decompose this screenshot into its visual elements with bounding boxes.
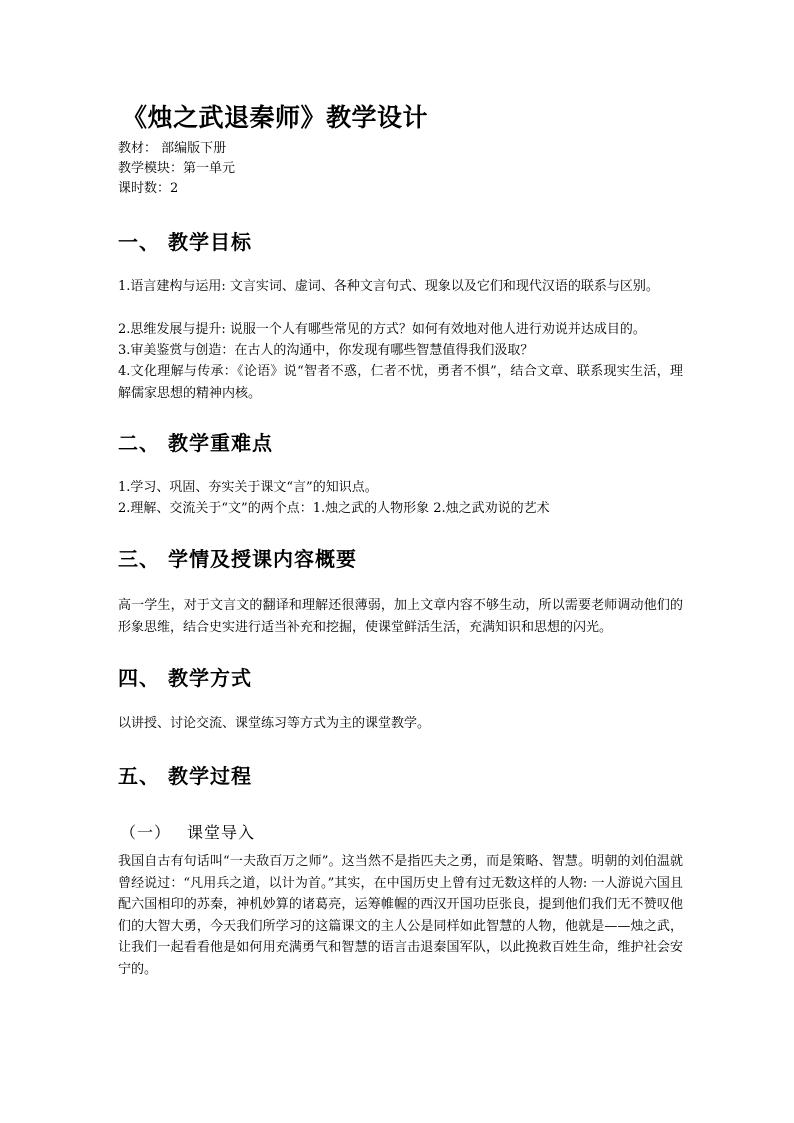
introduction-paragraph: 我国自古有句话叫“一夫敌百万之师”。这当然不是指匹夫之勇，而是策略、智慧。明朝的刘伯温就曾经说过：“凡用兵之道，以计为首。”其实，在中国历史上曾有过无数这样的人物: 一人游说六国且配六国相印的苏秦，神机妙算的诸葛亮，运筹帷幄的西汉开国功臣张良，提到他们我们无不赞叹他们的大智大勇，今天我们所学习的这篇课文的主人公是同样如此智慧的人物，他就是——烛之武，让我们一起看看他是如何用充满勇气和智慧的语言击退秦国军队，以此挽救百姓生命，维护社会安宁的。 bbox=[118, 854, 683, 977]
section-heading-teaching-process: 五、 教学过程 bbox=[118, 764, 252, 788]
objective-item-1: 1.语言建构与运用: 文言实词、虚词、各种文言句式、现象以及它们和现代汉语的联系与区别。 bbox=[118, 279, 659, 294]
meta-hours: 课时数：2 bbox=[118, 181, 179, 196]
teaching-method-paragraph: 以讲授、讨论交流、课堂练习等方式为主的课堂教学。 bbox=[118, 716, 431, 731]
meta-textbook: 教材： 部编版下册 bbox=[118, 141, 227, 156]
meta-module: 教学模块：第一单元 bbox=[118, 161, 236, 176]
objective-item-3: 3.审美鉴赏与创造：在古人的沟通中，你发现有哪些智慧值得我们汲取？ bbox=[118, 343, 534, 358]
subsection-number: （一） bbox=[120, 823, 172, 842]
section-heading-key-points: 二、 教学重难点 bbox=[118, 431, 273, 455]
section-heading-objectives: 一、 教学目标 bbox=[118, 230, 252, 254]
subsection-heading-introduction bbox=[120, 820, 255, 843]
section-heading-learner-overview: 三、 学情及授课内容概要 bbox=[118, 547, 357, 571]
document-title: 《烛之武退秦师》教学设计 bbox=[122, 103, 429, 132]
objective-item-4: 4.文化理解与传承：《论语》说“智者不惑，仁者不忧，勇者不惧”，结合文章、联系现实生活，理解儒家思想的精神内核。 bbox=[118, 364, 683, 401]
learner-overview-paragraph: 高一学生，对于文言文的翻译和理解还很薄弱，加上文章内容不够生动，所以需要老师调动他们的形象思维，结合史实进行适当补充和挖掘，使课堂鲜活生活，充满知识和思想的闪光。 bbox=[118, 598, 683, 635]
subsection-title: 课堂导入 bbox=[187, 823, 256, 842]
objective-item-2: 2.思维发展与提升: 说服一个人有哪些常见的方式？如何有效地对他人进行劝说并达成目的。 bbox=[118, 322, 646, 337]
key-point-item-2: 2.理解、交流关于“文”的两个点：1.烛之武的人物形象 2.烛之武劝说的艺术 bbox=[118, 501, 550, 516]
section-heading-teaching-method: 四、 教学方式 bbox=[118, 666, 252, 690]
key-point-item-1: 1.学习、巩固、夯实关于课文“言”的知识点。 bbox=[118, 480, 378, 495]
